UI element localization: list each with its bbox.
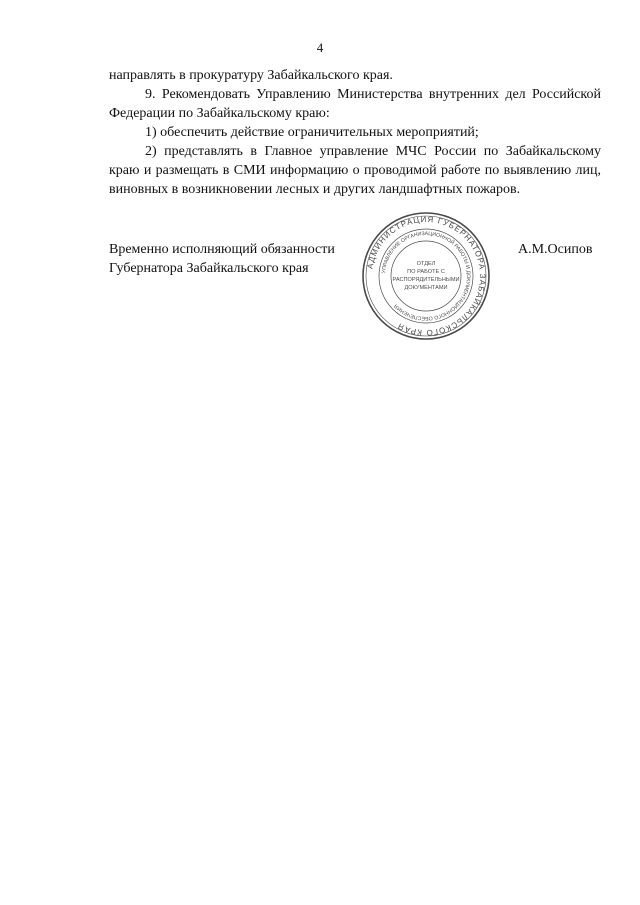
paragraph-continuation: направлять в прокуратуру Забайкальского края.	[109, 68, 393, 83]
seal-center-line-4: ДОКУМЕНТАМИ	[404, 285, 448, 291]
svg-text:УПРАВЛЕНИЕ ОРГАНИЗАЦИОННОЙ РАБ	[381, 231, 471, 321]
paragraph-subitem-1: 1) обеспечить действие ограничительных мероприятий;	[145, 125, 479, 140]
page-number: 4	[316, 40, 324, 55]
paragraph-item-9: 9. Рекомендовать Управлению Министерства внутренних дел Российской Федерации по Забайкальскому краю:	[109, 87, 601, 121]
signatory-position	[109, 240, 335, 278]
signatory-position-line2: Губернатора Забайкальского края	[109, 261, 309, 276]
official-seal	[360, 210, 492, 342]
seal-center-line-2: ПО РАБОТЕ С	[407, 269, 445, 275]
paragraph-subitem-2: 2) представлять в Главное управление МЧС России по Забайкальскому краю и размещать в СМИ информацию о проводимой работе по выявлению лиц, виновных в возникновении лесных и других ландшафтных пожаров.	[109, 144, 601, 197]
seal-outer-text: АДМИНИСТРАЦИЯ ГУБЕРНАТОРА ЗАБАЙКАЛЬСКОГО КРАЯ	[365, 214, 488, 338]
signatory-position-line1: Временно исполняющий обязанности	[109, 242, 335, 257]
seal-center-line-1: ОТДЕЛ	[416, 261, 436, 267]
document-body	[109, 66, 601, 199]
signatory-name: А.М.Осипов	[518, 242, 593, 257]
seal-inner-ring-text: УПРАВЛЕНИЕ ОРГАНИЗАЦИОННОЙ РАБОТЫ И ДОКУМЕНТАЦИОННОГО ОБЕСПЕЧЕНИЯ	[381, 230, 472, 322]
seal-center-line-3: РАСПОРЯДИТЕЛЬНЫМИ	[392, 277, 460, 283]
